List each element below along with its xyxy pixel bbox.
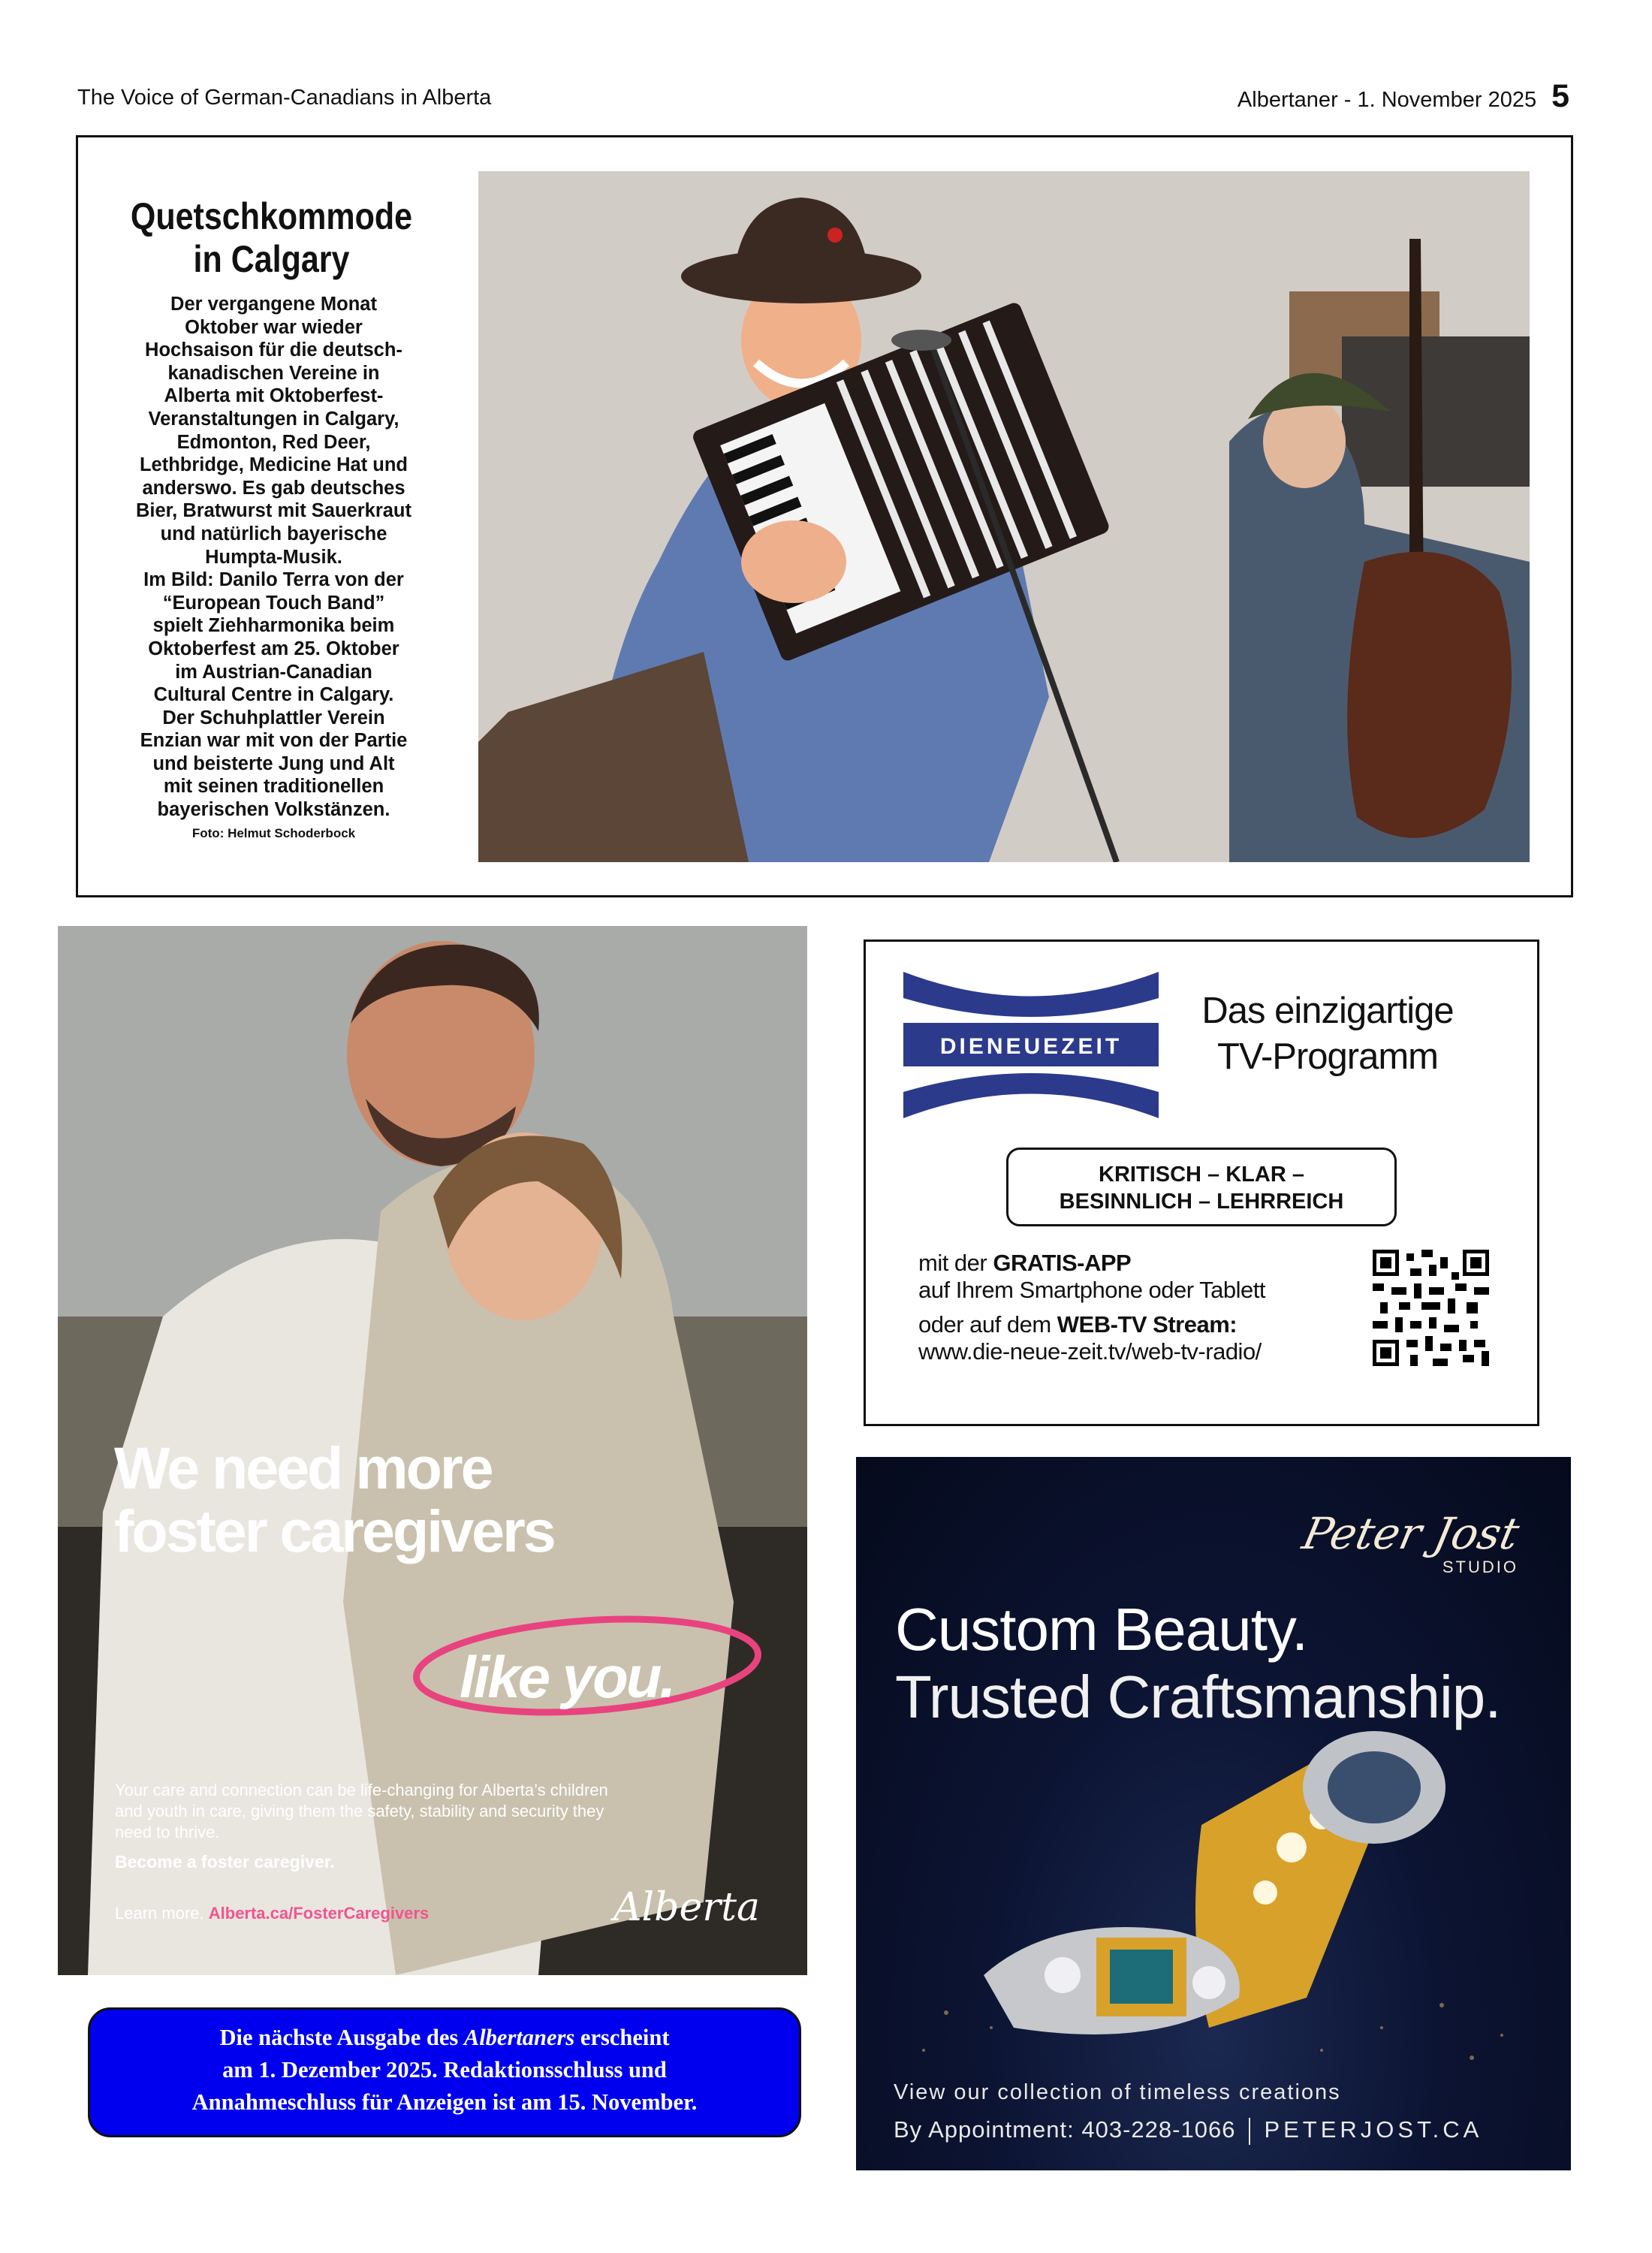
article-body-line: mit seinen traditionellen [163, 776, 384, 798]
article-body-line: Humpta-Musik. [205, 546, 342, 568]
like-you-highlight: like you. [460, 1644, 674, 1710]
article-body-line: im Austrian-Canadian [175, 661, 372, 683]
next-issue-notice: Die nächste Ausgabe des Albertaners erscheint am 1. Dezember 2025. Redaktionsschluss und Annahmeschluss für Anzeigen ist am 15. November. [88, 2007, 801, 2137]
article-body-line: Oktober war wieder [185, 316, 363, 338]
issue-date: Albertaner - 1. November 2025 [1237, 88, 1537, 112]
article-body-line: Cultural Centre in Calgary. [153, 684, 394, 706]
peter-jost-headline: Custom Beauty. Trusted Craftsmanship. [895, 1596, 1501, 1730]
neue-zeit-logo-text: DIENEUEZEIT [939, 1034, 1123, 1059]
neue-zeit-tagline: Das einzigartige TV-Programm [1201, 991, 1454, 1077]
qr-code-icon[interactable] [1373, 1250, 1489, 1366]
article-body-line: Der Schuhplattler Verein [162, 707, 385, 728]
peter-jost-website[interactable]: PETERJOST.CA [1264, 2116, 1483, 2143]
article-photo [478, 171, 1530, 862]
article-body-line: Der vergangene Monat [170, 294, 377, 315]
peter-jost-phone[interactable]: 403-228-1066 [1081, 2116, 1236, 2143]
divider [1249, 2118, 1250, 2145]
article-body-line: anderswo. Es gab deutsches [142, 477, 405, 499]
peter-jost-ad [856, 1457, 1571, 2170]
article-body-line: “European Touch Band” [162, 592, 385, 614]
article-body-line: Lethbridge, Medicine Hat und [139, 454, 408, 476]
article-body-line: Alberta mit Oktoberfest- [164, 385, 384, 407]
peter-jost-contact: By Appointment: 403-228-1066 PETERJOST.CA [894, 2116, 1482, 2145]
peter-jost-view: View our collection of timeless creations [894, 2080, 1341, 2104]
article-body-line: Bier, Bratwurst mit Sauerkraut [135, 500, 412, 522]
article-body-line: Oktoberfest am 25. Oktober [148, 638, 399, 659]
neue-zeit-logo [900, 964, 1162, 1126]
running-header-left: The Voice of German-Canadians in Alberta [77, 86, 492, 110]
running-header-right [1237, 78, 1569, 115]
article-body-line: Enzian war mit von der Partie [140, 730, 408, 752]
neue-zeit-url[interactable]: www.die-neue-zeit.tv/web-tv-radio/ [918, 1338, 1262, 1365]
neue-zeit-ad [864, 940, 1539, 1426]
article-body-line: Hochsaison für die deutsch- [145, 339, 402, 361]
article-body [118, 293, 430, 822]
peter-jost-logo: Peter Jost STUDIO [1298, 1508, 1524, 1576]
article-body-line: Im Bild: Danilo Terra von der [143, 569, 404, 591]
accordion-player-illustration [478, 171, 1530, 862]
alberta-logo: Alberta [613, 1885, 760, 1930]
learn-more: Learn more. Alberta.ca/FosterCaregivers [115, 1904, 430, 1923]
article-body-line: Edmonton, Red Deer, [176, 431, 371, 453]
foster-link[interactable]: Alberta.ca/FosterCaregivers [208, 1904, 430, 1923]
neue-zeit-pill: KRITISCH – KLAR – BESINNLICH – LEHRREICH [1006, 1148, 1397, 1226]
foster-body: Your care and connection can be life-changing for Alberta’s children and youth in care, giving them the safety, stability and security they need to thrive. [115, 1781, 608, 1841]
article-body-line: und natürlich bayerische [160, 523, 387, 544]
article-body-line: spielt Ziehharmonika beim [152, 615, 395, 637]
article-box [76, 135, 1573, 897]
photo-credit: Foto: Helmut Schoderbock [191, 826, 356, 840]
neue-zeit-info: mit der GRATIS-APP auf Ihrem Smartphone oder Tablett oder auf dem WEB-TV Stream: www.die-neue-zeit.tv/web-tv-radio/ [918, 1250, 1265, 1365]
article-body-line: Veranstaltungen in Calgary, [148, 408, 399, 430]
foster-caregiver-ad [58, 926, 807, 1975]
article-title: Quetschkommode in Calgary [130, 195, 413, 280]
foster-headline: We need more foster caregivers [114, 1434, 554, 1564]
foster-cta: Become a foster caregiver. [115, 1852, 335, 1871]
article-body-line: bayerischen Volkstänzen. [157, 799, 390, 821]
page-number: 5 [1551, 78, 1569, 114]
article-body-line: und beisterte Jung und Alt [152, 753, 395, 774]
article-body-line: kanadischen Vereine in [167, 362, 380, 384]
